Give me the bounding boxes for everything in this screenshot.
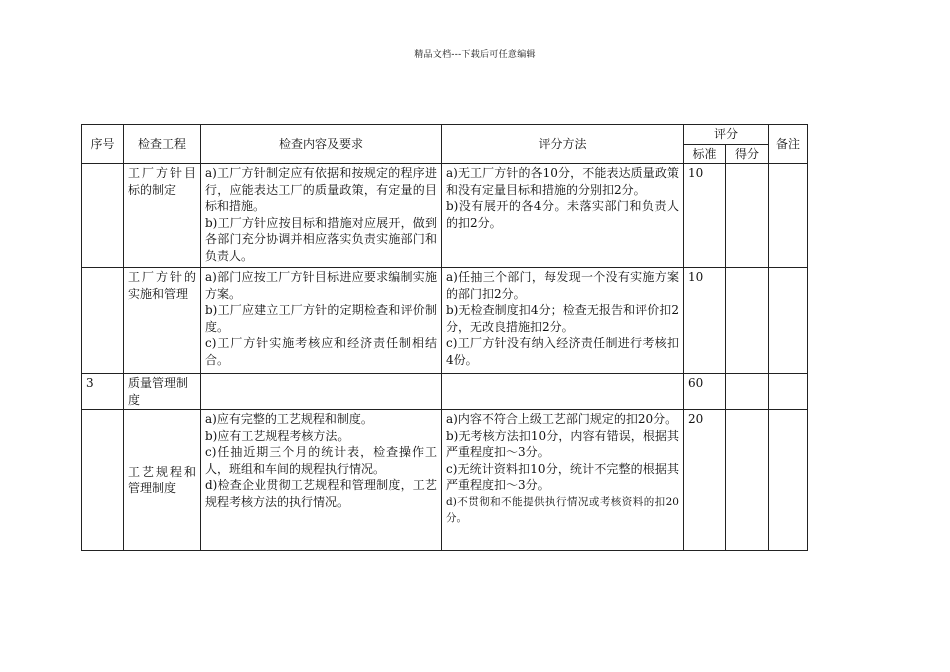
header-item: 检查工程 [124,125,201,164]
header-row [82,125,808,145]
content-line: c)任抽近期三个月的统计表，检查操作工人，班组和车间的规程执行情况。 [205,445,437,476]
method-line: c)无统计资料扣10分，统计不完整的根据其严重程度扣～3分。 [446,461,679,492]
row-got [726,268,769,374]
method-line: c)工厂方针没有纳入经济责任制进行考核扣4份。 [446,336,679,367]
method-line: b)没有展开的各4分。未落实部门和负责人的扣2分。 [446,199,679,230]
row-seq [82,268,124,374]
method-line: b)无考核方法扣10分，内容有错误，根据其严重程度扣～3分。 [446,428,679,459]
content-line: a)部门应按工厂方针目标进应要求编制实施方案。 [205,270,437,301]
method-line: a)任抽三个部门，每发现一个没有实施方案的部门扣2分。 [446,270,679,301]
row-got [726,410,769,551]
header-content: 检查内容及要求 [201,125,442,164]
row-content [201,410,442,551]
inspection-table [81,124,808,551]
content-line: c)工厂方针实施考核应和经济责任制相结合。 [205,336,437,367]
row-item: 工厂方针的实施和管理 [124,268,201,374]
row-content [201,374,442,410]
method-line: b)无检查制度扣4分；检查无报告和评价扣2分，无改良措施扣2分。 [446,303,679,334]
row-remark [769,374,808,410]
method-line: a)无工厂方针的各10分，不能表达质量政策和没有定量目标和措施的分别扣2分。 [446,166,679,197]
row-method [442,410,684,551]
content-line: a)应有完整的工艺规程和制度。 [205,412,373,426]
row-remark [769,410,808,551]
content-line: b)应有工艺规程考核方法。 [205,428,350,443]
row-item: 工厂方针目标的制定 [124,164,201,268]
content-line: d)检查企业贯彻工艺规程和管理制度，工艺规程考核方法的执行情况。 [205,478,437,509]
header-got: 得分 [726,144,769,164]
header-remark: 备注 [769,125,808,164]
row-method [442,374,684,410]
row-method [442,164,684,268]
table-row [82,374,808,410]
row-item: 质量管理制度 [124,374,201,410]
content-line: a)工厂方针制定应有依据和按规定的程序进行，应能表达工厂的质量政策，有定量的目标和措施。 [205,166,437,213]
row-remark [769,268,808,374]
row-got [726,164,769,268]
header-seq: 序号 [82,125,124,164]
row-method [442,268,684,374]
table-row [82,268,808,374]
header-method: 评分方法 [442,125,684,164]
header-note: 精品文档---下载后可任意编辑 [414,50,536,60]
row-seq [82,164,124,268]
row-got [726,374,769,410]
header-standard: 标准 [684,144,726,164]
content-line: b)工厂应建立工厂方针的定期检查和评价制度。 [205,303,437,334]
header-score: 评分 [684,125,769,145]
content-line: b)工厂方针应按目标和措施对应展开，做到各部门充分协调并相应落实负责实施部门和负责人。 [205,215,437,263]
row-seq [82,410,124,551]
row-standard: 10 [684,268,726,374]
method-line: a)内容不符合上级工艺部门规定的扣20分。 [446,412,678,426]
method-line: d)不贯彻和不能提供执行情况或考核资料的扣20分。 [446,495,679,524]
row-content [201,268,442,374]
row-standard: 10 [684,164,726,268]
row-item: 工艺规程和管理制度 [124,410,201,551]
row-remark [769,164,808,268]
table-row [82,164,808,268]
table-row [82,410,808,551]
row-standard: 60 [684,374,726,410]
row-seq: 3 [82,374,124,410]
row-content [201,164,442,268]
row-standard: 20 [684,410,726,551]
